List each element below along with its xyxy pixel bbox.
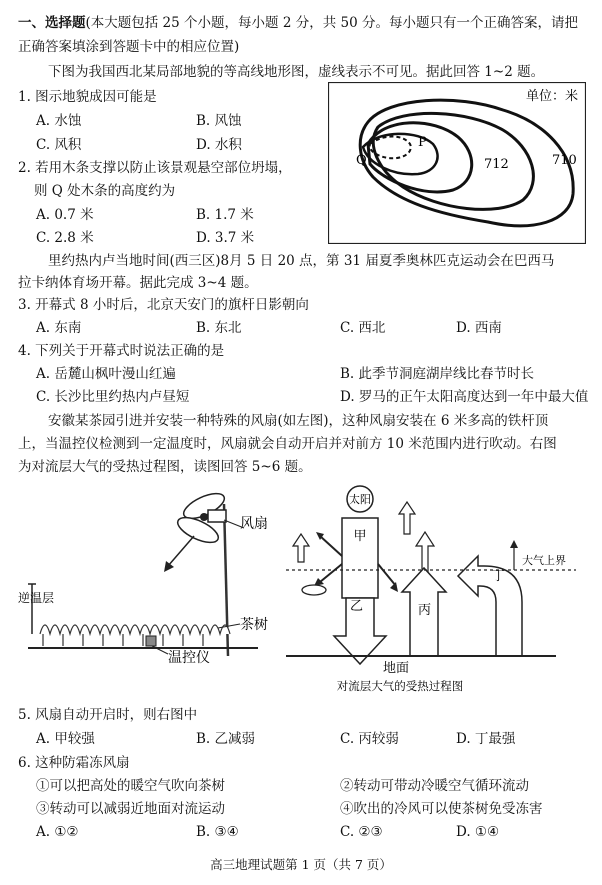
q6-option-c: C. ②③ bbox=[340, 824, 383, 840]
label-jia: 甲 bbox=[353, 529, 367, 544]
arrow-ding bbox=[458, 556, 522, 656]
q3-option-c: C. 西北 bbox=[340, 320, 386, 336]
q2-option-d: D. 3.7 米 bbox=[196, 230, 255, 246]
q6-statement-2: ②转动可带动冷暖空气循环流动 bbox=[340, 778, 529, 794]
contour-label-712: 712 bbox=[484, 157, 509, 172]
passage-2-line-1: 里约热内卢当地时间(西三区)8月 5 日 20 点，第 31 届夏季奥林匹克运动会在巴西马 bbox=[48, 253, 555, 269]
tea-label: 茶树 bbox=[240, 617, 268, 633]
label-yi: 乙 bbox=[350, 599, 364, 614]
q6-option-d: D. ①④ bbox=[456, 824, 500, 840]
arrow-up-small-1 bbox=[293, 534, 309, 562]
contour-label-q: Q bbox=[356, 153, 367, 168]
contour-map bbox=[328, 82, 586, 244]
q2-option-a: A. 0.7 米 bbox=[36, 207, 94, 223]
cloud-icon bbox=[302, 585, 326, 595]
atmosphere-top-label: 大气上界 bbox=[522, 554, 566, 567]
wind-direction-arrow bbox=[168, 536, 194, 566]
passage-3-line-3: 为对流层大气的受热过程图，读图回答 5~6 题。 bbox=[18, 459, 312, 475]
q3-option-b: B. 东北 bbox=[196, 320, 242, 336]
q2-option-c: C. 2.8 米 bbox=[36, 230, 94, 246]
q1-option-a: A. 水蚀 bbox=[36, 113, 82, 129]
passage-3-line-2: 上，当温控仪检测到一定温度时，风扇就会自动开启并对前方 10 米范围内进行吹动。右图 bbox=[18, 436, 557, 452]
q5-option-b: B. 乙减弱 bbox=[196, 731, 256, 747]
ground-label: 地面 bbox=[382, 661, 410, 676]
q2-stem-1: 2. 若用木条支撑以防止该景观悬空部位坍塌， bbox=[18, 160, 292, 176]
inversion-layer-label: 逆温层 bbox=[18, 591, 55, 605]
q5-option-c: C. 丙较弱 bbox=[340, 731, 399, 747]
q1-option-b: B. 风蚀 bbox=[196, 113, 242, 129]
contour-label-710: 710 bbox=[552, 153, 577, 168]
passage-2-line-2: 拉卡纳体育场开幕。据此完成 3~4 题。 bbox=[18, 275, 258, 291]
temperature-controller-icon bbox=[146, 636, 156, 646]
q6-option-a: A. ①② bbox=[36, 824, 79, 840]
fan-label: 风扇 bbox=[240, 516, 268, 532]
section-instructions-1: (本大题包括 25 个小题，每小题 2 分，共 50 分。每小题只有一个正确答案，请把 bbox=[85, 15, 578, 31]
q6-statement-4: ④吹出的冷风可以使茶树免受冻害 bbox=[340, 801, 543, 817]
q4-option-b: B. 此季节洞庭湖岸线比春节时长 bbox=[340, 366, 535, 382]
label-bing: 丙 bbox=[418, 603, 432, 618]
contour-label-p: P bbox=[418, 135, 427, 150]
q2-option-b: B. 1.7 米 bbox=[196, 207, 254, 223]
fan-figure bbox=[18, 484, 282, 674]
passage-1: 下图为我国西北某局部地貌的等高线地形图，虚线表示不可见。据此回答 1~2 题。 bbox=[48, 64, 545, 80]
q4-option-a: A. 岳麓山枫叶漫山红遍 bbox=[36, 366, 176, 382]
q6-statement-3: ③转动可以减弱近地面对流运动 bbox=[36, 801, 225, 817]
section-heading: 一、选择题 bbox=[18, 15, 86, 31]
heat-figure-caption: 对流层大气的受热过程图 bbox=[336, 679, 464, 693]
q5-option-a: A. 甲较强 bbox=[36, 731, 95, 747]
q2-stem-2: 则 Q 处木条的高度约为 bbox=[34, 183, 176, 199]
q3-option-d: D. 西南 bbox=[456, 320, 502, 336]
q1-option-c: C. 风积 bbox=[36, 137, 82, 153]
arrow-up-small-3 bbox=[416, 532, 434, 574]
heat-process-figure bbox=[286, 484, 586, 694]
contour-unit-label: 单位：米 bbox=[526, 89, 579, 104]
q6-statement-1: ①可以把高处的暖空气吹向茶树 bbox=[36, 778, 225, 794]
tea-bushes bbox=[40, 625, 230, 646]
q4-option-c: C. 长沙比里约热内卢昼短 bbox=[36, 389, 190, 405]
q4-stem: 4. 下列关于开幕式时说法正确的是 bbox=[18, 343, 225, 359]
q1-stem: 1. 图示地貌成因可能是 bbox=[18, 89, 157, 105]
q3-option-a: A. 东南 bbox=[36, 320, 82, 336]
fan-icon bbox=[174, 489, 227, 548]
q6-option-b: B. ③④ bbox=[196, 824, 239, 840]
section-header bbox=[18, 14, 578, 32]
q5-option-d: D. 丁最强 bbox=[456, 731, 516, 747]
page-footer: 高三地理试题第 1 页（共 7 页） bbox=[210, 857, 392, 872]
q5-stem: 5. 风扇自动开启时，则右图中 bbox=[18, 707, 198, 723]
arrow-up-small-2 bbox=[399, 502, 415, 534]
label-ding: 丁 bbox=[492, 569, 506, 584]
controller-label: 温控仪 bbox=[168, 650, 210, 666]
q1-option-d: D. 水积 bbox=[196, 137, 242, 153]
q6-stem: 6. 这种防霜冻风扇 bbox=[18, 755, 130, 771]
q4-option-d: D. 罗马的正午太阳高度达到一年中最大值 bbox=[340, 389, 589, 405]
q3-stem: 3. 开幕式 8 小时后，北京天安门的旗杆日影朝向 bbox=[18, 297, 309, 313]
sun-label: 太阳 bbox=[349, 493, 371, 506]
passage-3-line-1: 安徽某茶园引进并安装一种特殊的风扇(如左图)，这种风扇安装在 6 米多高的铁杆顶 bbox=[48, 413, 549, 429]
section-instructions-2: 正确答案填涂到答题卡中的相应位置) bbox=[18, 39, 240, 55]
